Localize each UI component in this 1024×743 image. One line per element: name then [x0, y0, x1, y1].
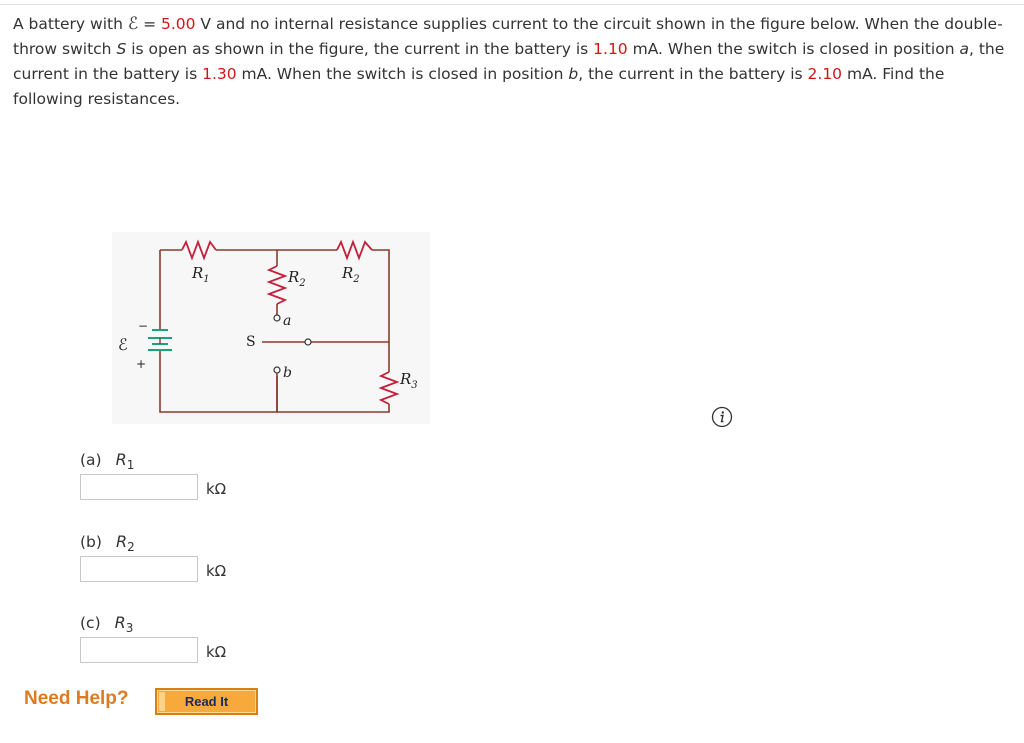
emf-symbol: ℰ — [127, 14, 139, 34]
r3-label: $R_3$ — [400, 370, 418, 391]
current-b-value: 2.10 — [807, 65, 843, 83]
need-help-label: Need Help? — [24, 688, 129, 709]
node-b-terminal — [274, 367, 280, 373]
current-a-value: 1.30 — [202, 65, 237, 83]
circuit-figure — [112, 232, 430, 424]
r2-answer-input[interactable] — [80, 556, 198, 582]
switch-pivot — [305, 339, 311, 345]
part-c-label: (c) $R_3$ — [80, 613, 134, 635]
resistor-r3 — [381, 372, 397, 404]
read-it-label: Read It — [184, 694, 229, 709]
part-b-label: (b) $R_2$ — [80, 532, 135, 554]
r1-label: $R_1$ — [192, 264, 210, 285]
top-divider — [0, 4, 1024, 5]
part-a-label: (a) $R_1$ — [80, 450, 135, 472]
node-b-label: b — [283, 365, 292, 381]
current-open-value: 1.10 — [593, 40, 628, 58]
emf-label: ℰ — [118, 335, 128, 354]
r2-left-label: $R_2$ — [288, 268, 306, 289]
r3-answer-input[interactable] — [80, 637, 198, 663]
resistor-r2-vertical — [269, 266, 285, 304]
info-icon[interactable] — [711, 406, 733, 428]
switch-label: S — [246, 334, 256, 350]
resistor-r2-top — [337, 242, 372, 258]
r3-unit: kΩ — [206, 643, 227, 661]
question-text: A battery with ℰ = 5.00 V and no internal resistance supplies current to the circuit shown in the figure below. When the double-throw switch S is open as shown in the figure, the current in the battery is 1.10 mA. When the switch is closed in position a, the current in the battery is 1.30 mA. When the switch is closed in position b, the current in the battery is 2.10 mA. Find the following resistances. — [13, 14, 1005, 108]
resistor-r1 — [182, 242, 216, 258]
node-a-terminal — [274, 315, 280, 321]
svg-text:+: + — [136, 357, 147, 371]
read-it-button-accent — [159, 692, 165, 711]
node-a-label: a — [283, 313, 292, 329]
svg-text:−: − — [138, 319, 149, 333]
read-it-button[interactable] — [155, 688, 258, 715]
r2-top-label: $R_2$ — [342, 264, 360, 285]
battery-symbol — [148, 330, 172, 350]
r1-unit: kΩ — [206, 480, 227, 498]
r2-unit: kΩ — [206, 562, 227, 580]
emf-value: 5.00 — [160, 15, 196, 33]
r1-answer-input[interactable] — [80, 474, 198, 500]
